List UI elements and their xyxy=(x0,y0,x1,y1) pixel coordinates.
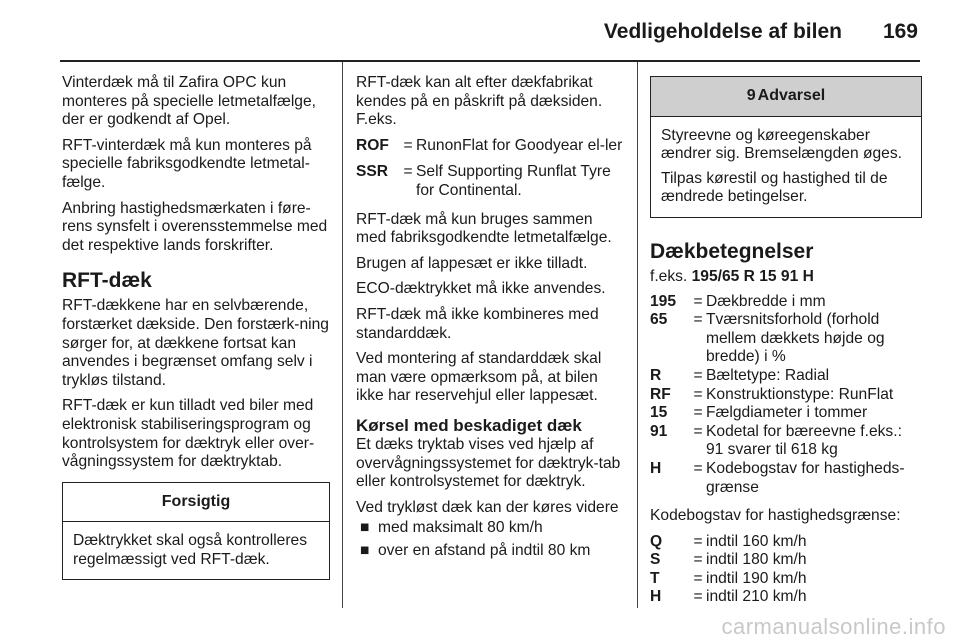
list-item-text: over en afstand på indtil 80 km xyxy=(378,541,591,559)
definition-row xyxy=(650,367,922,386)
definition-row xyxy=(650,423,922,460)
example-line xyxy=(650,268,922,287)
designation-list xyxy=(650,293,922,498)
definition-term: H xyxy=(650,588,662,606)
section-heading-rft: RFT-dæk xyxy=(62,269,152,293)
warning-header xyxy=(651,77,921,117)
bullet-square-icon: ■ xyxy=(360,541,370,559)
paragraph: Ved trykløst dæk kan der køres videre xyxy=(356,498,619,516)
paragraph: ECO-dæktrykket må ikke anvendes. xyxy=(356,280,606,298)
column-divider-1 xyxy=(342,62,343,608)
section-heading-designations: Dækbetegnelser xyxy=(650,239,814,263)
speed-intro: Kodebogstav for hastighedsgrænse: xyxy=(650,507,901,525)
definition-desc: Self Supporting Runflat Tyre for Continental. xyxy=(416,163,611,199)
definition-desc: Fælgdiameter i tommer xyxy=(706,404,868,422)
warning-triangle-icon: 9 xyxy=(746,87,756,104)
column-3 xyxy=(650,74,922,607)
paragraph: RFT-dæk må kun bruges sammen med fabriksgodkendte letmetalfælge. xyxy=(356,210,612,247)
equals-sign: = xyxy=(403,136,413,154)
paragraph: Brugen af lappesæt er ikke tilladt. xyxy=(356,254,588,272)
list-item-text: med maksimalt 80 km/h xyxy=(378,519,543,537)
equals-sign: = xyxy=(403,163,413,181)
equals-sign: = xyxy=(693,292,703,310)
equals-sign: = xyxy=(693,404,703,422)
definition-desc: indtil 190 km/h xyxy=(706,569,807,587)
page-number: 169 xyxy=(882,20,918,43)
equals-sign: = xyxy=(693,459,703,477)
definition-desc: indtil 210 km/h xyxy=(706,588,807,606)
definition-row xyxy=(356,163,624,200)
definition-row xyxy=(650,311,922,367)
warning-text: Tilpas kørestil og hastighed til de ændrede betingelser. xyxy=(661,169,888,206)
definition-term: S xyxy=(650,551,661,569)
paragraph: Ved montering af standarddæk skal man være opmærksom på, at bilen ikke har reservehjul eller lappesæt. xyxy=(356,350,602,405)
definition-desc: indtil 180 km/h xyxy=(706,551,807,569)
page-header xyxy=(0,14,960,48)
definition-desc: Kodetal for bæreevne f.eks.: 91 svarer til 618 kg xyxy=(706,422,902,459)
definition-term: ROF xyxy=(356,136,389,154)
definition-row xyxy=(650,386,922,405)
example-value: 195/65 R 15 91 H xyxy=(691,267,814,285)
definition-term: 91 xyxy=(650,422,668,440)
list-item xyxy=(356,542,624,561)
definition-term: Q xyxy=(650,532,663,550)
definition-term: H xyxy=(650,459,662,477)
watermark: carmanualsonline.info xyxy=(721,614,946,639)
paragraph: RFT-vinterdæk må kun monteres på specielle fabriksgodkendte letmetal-fælge. xyxy=(62,136,312,191)
paragraph: RFT-dæk kan alt efter dækfabrikat kendes på en påskrift på dæksiden. F.eks. xyxy=(356,74,603,129)
definition-list xyxy=(356,137,624,201)
equals-sign: = xyxy=(693,366,703,384)
list-item xyxy=(356,519,624,538)
definition-desc: RunonFlat for Goodyear el-ler xyxy=(416,136,623,154)
column-1 xyxy=(62,74,330,580)
definition-desc: Tværsnitsforhold (forhold mellem dækkets højde og bredde) i % xyxy=(706,311,885,366)
caution-text: Dæktrykket skal også kontrolleres regelmæssigt ved RFT-dæk. xyxy=(73,532,307,568)
column-2 xyxy=(356,74,624,564)
definition-row xyxy=(650,404,922,423)
paragraph: RFT-dæk må ikke kombineres med standarddæk. xyxy=(356,305,599,342)
definition-desc: Konstruktionstype: RunFlat xyxy=(706,385,894,403)
caution-box xyxy=(62,482,330,581)
equals-sign: = xyxy=(693,588,703,606)
paragraph: Anbring hastighedsmærkaten i føre-rens synsfelt i overensstemmelse med det respektive lands forskrifter. xyxy=(62,199,328,254)
warning-title: Advarsel xyxy=(757,87,826,104)
definition-term: T xyxy=(650,569,660,587)
definition-desc: Dækbredde i mm xyxy=(706,292,826,310)
definition-row xyxy=(650,588,922,607)
warning-text: Styreevne og køreegenskaber ændrer sig. Bremselængden øges. xyxy=(661,126,902,163)
definition-row xyxy=(650,533,922,552)
definition-term: 15 xyxy=(650,404,668,422)
definition-row xyxy=(650,551,922,570)
definition-desc: Bæltetype: Radial xyxy=(706,366,830,384)
section-heading-damaged-tyre: Kørsel med beskadiget dæk xyxy=(356,415,582,435)
equals-sign: = xyxy=(693,532,703,550)
speed-code-list xyxy=(650,533,922,607)
example-prefix: f.eks. xyxy=(650,267,688,285)
bullet-square-icon: ■ xyxy=(360,519,370,537)
definition-term: SSR xyxy=(356,163,389,181)
definition-desc: Kodebogstav for hastigheds-grænse xyxy=(706,459,905,496)
equals-sign: = xyxy=(693,551,703,569)
definition-row xyxy=(356,137,624,156)
definition-term: 65 xyxy=(650,311,668,329)
paragraph: RFT-dæk er kun tilladt ved biler med elektronisk stabiliseringsprogram og kontrolsystem for dæktryk eller over-vågningssystem for dæktryktab. xyxy=(62,397,315,471)
definition-term: RF xyxy=(650,385,671,403)
equals-sign: = xyxy=(693,422,703,440)
column-divider-2 xyxy=(637,62,638,608)
definition-term: 195 xyxy=(650,292,677,310)
paragraph: Et dæks tryktab vises ved hjælp af overvågningssystemet for dæktryk-tab eller kontrolsystemet for dæktryk. xyxy=(356,435,621,491)
paragraph: RFT-dækkene har en selvbærende, forstærket dækside. Den forstærk-ning sørger for, at dækkene fortsat kan anvendes i begrænset omfang selv i trykløs tilstand. xyxy=(62,297,329,389)
paragraph: Vinterdæk må til Zafira OPC kun monteres på specielle letmetalfælge, der er godkendt af Opel. xyxy=(62,74,316,129)
equals-sign: = xyxy=(693,569,703,587)
warning-box xyxy=(650,76,922,218)
equals-sign: = xyxy=(693,385,703,403)
page-footer xyxy=(0,606,960,642)
caution-title: Forsigtig xyxy=(63,483,329,523)
definition-row xyxy=(650,293,922,312)
definition-desc: indtil 160 km/h xyxy=(706,532,807,550)
definition-row xyxy=(650,460,922,497)
definition-term: R xyxy=(650,366,662,384)
equals-sign: = xyxy=(693,311,703,329)
header-rule xyxy=(60,60,920,62)
definition-row xyxy=(650,570,922,589)
page-title: Vedligeholdelse af bilen xyxy=(603,20,842,43)
